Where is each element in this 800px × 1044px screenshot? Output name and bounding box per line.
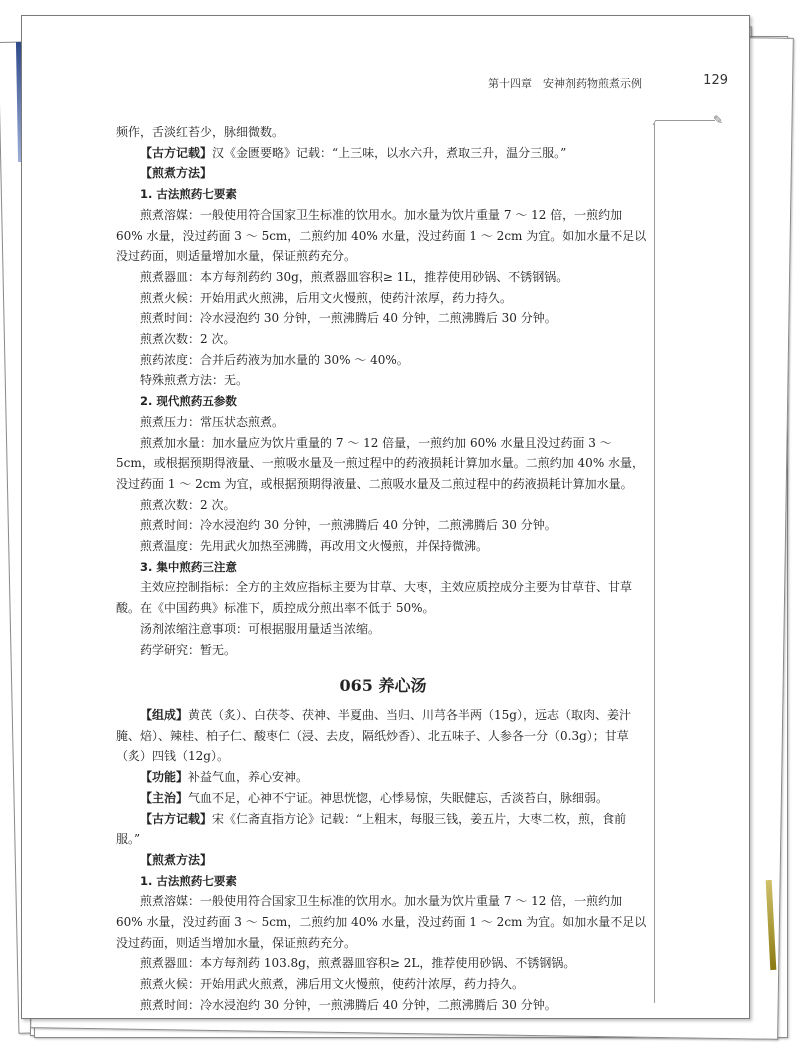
function-paragraph (116, 767, 650, 788)
paragraph: 煎煮器皿：本方每剂药约 30g，煎煮器皿容积≥ 1L，推荐使用砂锅、不锈钢锅。 (140, 269, 569, 284)
ancient-record-text: 汉《金匮要略》记载：“上三味，以水六升，煮取三升，温分三服。” (212, 145, 567, 160)
note-margin-top-line (657, 120, 715, 121)
method-label: 【煎煮方法】 (140, 166, 213, 181)
indication-paragraph (116, 788, 650, 809)
paragraph-continuation: 频作，舌淡红苔少，脉细微数。 (116, 125, 285, 139)
page-number: 129 (703, 73, 728, 88)
paragraph: 煎药浓度：合并后药液为加水量的 30% ～ 40%。 (140, 352, 409, 367)
paragraph: 煎煮时间：冷水浸泡约 30 分钟，一煎沸腾后 40 分钟，二煎沸腾后 30 分钟。 (140, 311, 557, 326)
note-margin-line (654, 123, 655, 1003)
composition-label: 【组成】 (140, 707, 189, 722)
paragraph: 药学研究：暂无。 (140, 642, 237, 657)
paragraph: 特殊煎煮方法：无。 (140, 373, 249, 388)
method-label: 【煎煮方法】 (140, 852, 213, 867)
subheading-three-notes: 3. 集中煎药三注意 (140, 559, 237, 574)
running-header (488, 73, 728, 91)
paragraph: 煎煮温度：先用武火加热至沸腾，再改用文火慢煎，并保持微沸。 (140, 539, 489, 554)
ancient-record-paragraph (116, 143, 650, 164)
ancient-record-text: 宋《仁斋直指方论》记载：“上粗末，每服三钱，姜五片，大枣二枚，煎，食前服。” (116, 811, 627, 847)
paragraph: 煎煮加水量：加水量应为饮片重量的 7 ～ 12 倍量，一煎约加 60% 水量且没过药面 3 ～ 5cm，或根据预期得液量、一煎吸水量及一煎过程中的药液损耗计算加水量。二煎约加 40% 水量，没过药面 1 ～ 2cm 为宜，或根据预期得液量、二煎吸水量及二煎过程中的药液损耗计算加水量。 (116, 435, 645, 491)
paragraph: 主效应控制指标：全方的主效应指标主要为甘草、大枣，主效应质控成分主要为甘草苷、甘草酸。在《中国药典》标准下，质控成分煎出率不低于 50%。 (116, 580, 633, 616)
page-body (116, 122, 650, 1016)
paragraph: 煎煮器皿：本方每剂药 103.8g，煎煮器皿容积≥ 2L，推荐使用砂锅、不锈钢锅。 (140, 956, 576, 971)
method-heading (116, 850, 650, 871)
subheading-ancient-seven: 1. 古法煎药七要素 (140, 187, 237, 202)
composition-paragraph (116, 705, 650, 767)
indication-label: 【主治】 (140, 790, 189, 805)
paragraph: 煎煮溶媒：一般使用符合国家卫生标准的饮用水。加水量为饮片重量 7 ～ 12 倍，一煎约加 60% 水量，没过药面 3 ～ 5cm，二煎约加 40% 水量，没过药面 1 ～ 2cm 为宜。如加水量不足以没过药面，则适当增加水量，保证煎药充分。 (116, 894, 647, 950)
ancient-record-label: 【古方记载】 (140, 811, 213, 826)
chapter-title: 第十四章 安神剂药物煎煮示例 (488, 77, 642, 90)
paragraph: 煎煮次数：2 次。 (140, 332, 236, 347)
paragraph: 煎煮火候：开始用武火煎沸，后用文火慢煎，使药汁浓厚，药力持久。 (140, 290, 513, 305)
composition-text: 黄芪（炙）、白茯苓、茯神、半夏曲、当归、川芎各半两（15g），远志（取肉、姜汁腌、焙）、辣桂、柏子仁、酸枣仁（浸、去皮，隔纸炒香）、北五味子、人参各一分（0.3g）；甘草（炙）四钱（12g）。 (116, 707, 631, 764)
paragraph: 煎煮压力：常压状态煎煮。 (140, 414, 285, 429)
paragraph: 煎煮溶媒：一般使用符合国家卫生标准的饮用水。加水量为饮片重量 7 ～ 12 倍，一煎约加 60% 水量，没过药面 3 ～ 5cm，二煎约加 40% 水量，没过药面 1 ～ 2cm 为宜。如加水量不足以没过药面，则适量增加水量，保证煎药充分。 (116, 207, 647, 264)
paragraph: 汤剂浓缩注意事项：可根据服用量适当浓缩。 (140, 621, 381, 636)
function-text: 补益气血，养心安神。 (188, 770, 309, 785)
subheading-modern-five: 2. 现代煎药五参数 (140, 394, 237, 409)
pencil-icon[interactable]: ✎ (713, 113, 724, 127)
paragraph: 煎煮火候：开始用武火煎煮，沸后用文火慢煎，使药汁浓厚，药力持久。 (140, 977, 525, 992)
subheading-ancient-seven: 1. 古法煎药七要素 (140, 873, 237, 888)
formula-title: 065 养心汤 (339, 676, 427, 696)
ancient-record-label: 【古方记载】 (140, 145, 213, 160)
method-heading (116, 163, 650, 184)
function-label: 【功能】 (140, 770, 189, 785)
ancient-record-paragraph (116, 809, 650, 850)
paragraph: 煎煮次数：2 次。 (140, 497, 236, 512)
indication-text: 气血不足，心神不宁证。神思恍惚，心悸易惊，失眠健忘，舌淡苔白，脉细弱。 (188, 790, 609, 805)
paragraph: 煎煮时间：冷水浸泡约 30 分钟，一煎沸腾后 40 分钟，二煎沸腾后 30 分钟。 (140, 997, 557, 1012)
paragraph: 煎煮时间：冷水浸泡约 30 分钟，一煎沸腾后 40 分钟，二煎沸腾后 30 分钟。 (140, 518, 557, 533)
